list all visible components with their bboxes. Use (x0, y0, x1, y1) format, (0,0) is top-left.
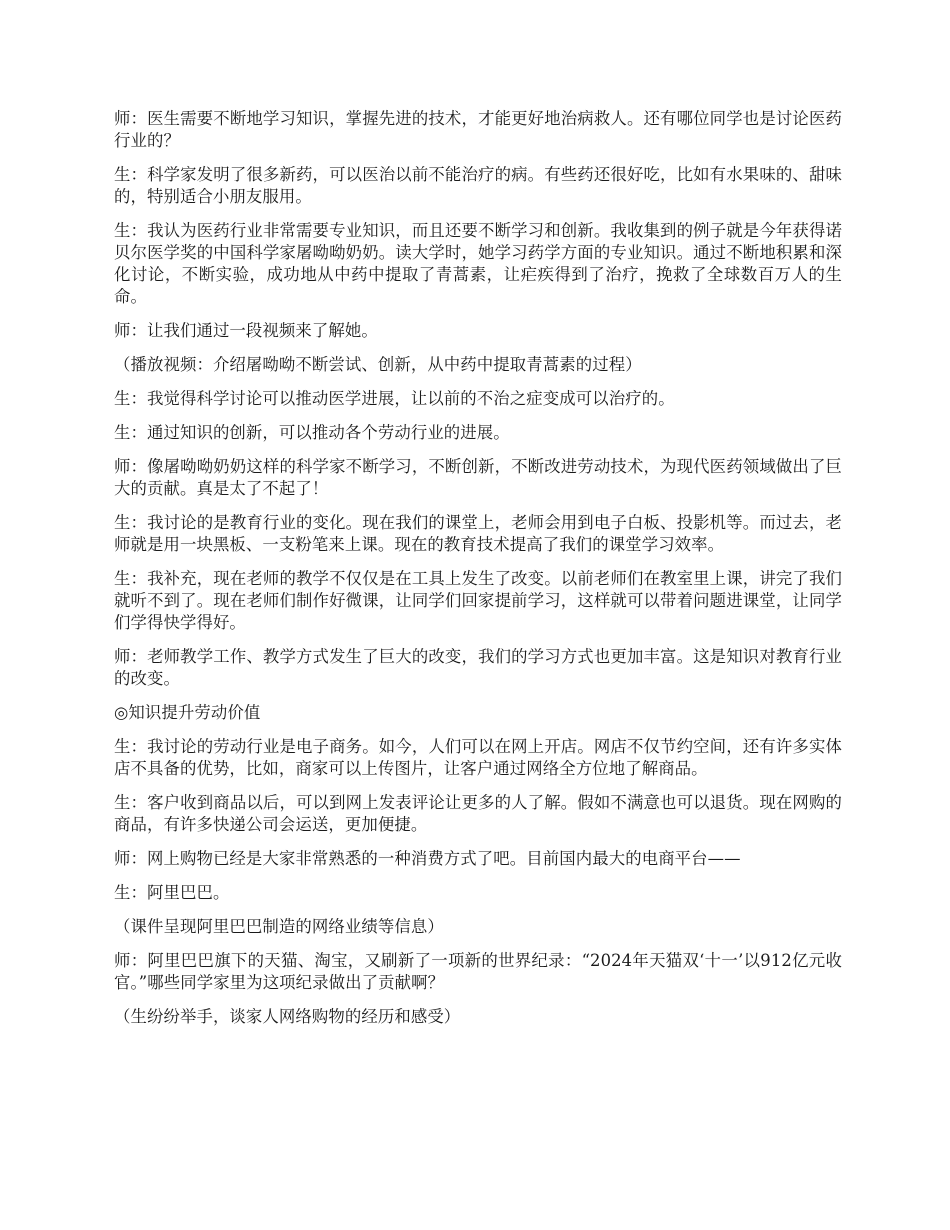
section-heading: ◎知识提升劳动价值 (114, 703, 261, 722)
paragraph-1: 师：医生需要不断地学习知识，掌握先进的技术，才能更好地治病救人。还有哪位同学也是讨论医药行业的？ (114, 109, 842, 150)
document-body (114, 108, 842, 1040)
paragraph-19: （生纷纷举手，谈家人网络购物的经历和感受） (114, 1007, 461, 1026)
paragraph-7: 生：通过知识的创新，可以推动各个劳动行业的进展。 (114, 423, 510, 442)
paragraph-18: 师：阿里巴巴旗下的天猫、淘宝，又刷新了一项新的世界纪录：“2024年天猫双‘十一’以912亿元收官。”哪些同学家里为这项纪录做出了贡献啊？ (114, 951, 842, 992)
paragraph-10: 生：我补充，现在老师的教学不仅仅是在工具上发生了改变。以前老师们在教室里上课，讲完了我们就听不到了。现在老师们制作好微课，让同学们回家提前学习，这样就可以带着问题进课堂，让同学们学得快学得好。 (114, 569, 842, 632)
paragraph-5: （播放视频：介绍屠呦呦不断尝试、创新，从中药中提取青蒿素的过程） (114, 355, 642, 374)
paragraph-17: （课件呈现阿里巴巴制造的网络业绩等信息） (114, 917, 444, 936)
paragraph-13: 生：我讨论的劳动行业是电子商务。如今，人们可以在网上开店。网店不仅节约空间，还有许多实体店不具备的优势，比如，商家可以上传图片，让客户通过网络全方位地了解商品。 (114, 737, 842, 778)
paragraph-16: 生：阿里巴巴。 (114, 883, 230, 902)
paragraph-11: 师：老师教学工作、教学方式发生了巨大的改变，我们的学习方式也更加丰富。这是知识对教育行业的改变。 (114, 647, 842, 688)
paragraph-9: 生：我讨论的是教育行业的变化。现在我们的课堂上，老师会用到电子白板、投影机等。而过去，老师就是用一块黑板、一支粉笔来上课。现在的教育技术提高了我们的课堂学习效率。 (114, 513, 842, 554)
paragraph-4: 师：让我们通过一段视频来了解她。 (114, 321, 378, 340)
paragraph-2: 生：科学家发明了很多新药，可以医治以前不能治疗的病。有些药还很好吃，比如有水果味的、甜味的，特别适合小朋友服用。 (114, 165, 842, 206)
paragraph-15: 师：网上购物已经是大家非常熟悉的一种消费方式了吧。目前国内最大的电商平台—— (114, 849, 741, 868)
paragraph-8: 师：像屠呦呦奶奶这样的科学家不断学习，不断创新，不断改进劳动技术，为现代医药领域做出了巨大的贡献。真是太了不起了！ (114, 457, 842, 498)
paragraph-14: 生：客户收到商品以后，可以到网上发表评论让更多的人了解。假如不满意也可以退货。现在网购的商品，有许多快递公司会运送，更加便捷。 (114, 793, 842, 834)
paragraph-6: 生：我觉得科学讨论可以推动医学进展，让以前的不治之症变成可以治疗的。 (114, 389, 675, 408)
paragraph-3: 生：我认为医药行业非常需要专业知识，而且还要不断学习和创新。我收集到的例子就是今年获得诺贝尔医学奖的中国科学家屠呦呦奶奶。读大学时，她学习药学方面的专业知识。通过不断地积累和深化讨论，不断实验，成功地从中药中提取了青蒿素，让疟疾得到了治疗，挽救了全球数百万人的生命。 (114, 221, 842, 306)
